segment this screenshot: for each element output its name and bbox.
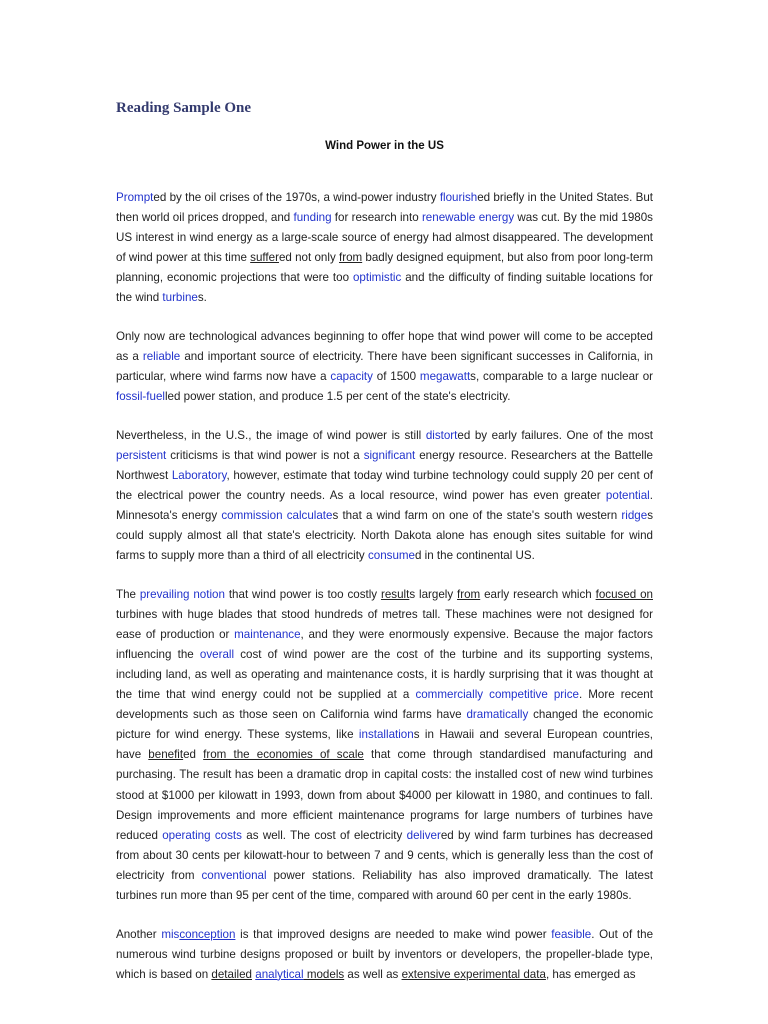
text-run: . Out of the numerous wind turbine designs proposed or built by inventors or developers, the propeller-blade type, which is based on <box>116 927 654 981</box>
keyword-highlight: megawatt <box>419 369 471 383</box>
keyword-highlight: optimistic <box>352 270 402 284</box>
keyword-highlight: funding <box>293 210 332 224</box>
keyword-highlight: mis <box>161 927 180 941</box>
text-run: badly designed equipment, but also from poor long-term planning, economic projections that were too <box>116 250 654 284</box>
keyword-highlight: Prompt <box>116 190 154 204</box>
keyword-highlight: Laboratory <box>171 468 227 482</box>
keyword-highlight: overall <box>199 647 235 661</box>
keyword-highlight: conventional <box>201 868 267 882</box>
text-run: ed <box>183 748 204 762</box>
text-run: cost of wind power are the cost of the turbine and its supporting systems, including land, as well as operating and maintenance costs, it is hardly surprising that it was thought at the time that wind energy could not be supplied at a <box>116 647 653 702</box>
keyword-highlight: potential <box>605 488 650 502</box>
text-run: ed by early failures. One of the most <box>457 428 653 442</box>
paragraph-5 <box>116 925 653 985</box>
article-title: Wind Power in the US <box>325 140 444 152</box>
text-run: changed the economic picture for wind energy. These systems, like <box>116 708 653 742</box>
keyword-highlight: maintenance <box>234 627 301 641</box>
text-run: . Minnesota's energy <box>116 488 653 522</box>
keyword-highlight: prevailing notion <box>139 587 225 601</box>
paragraph-1 <box>116 188 653 309</box>
text-run: s could supply almost all that state's electricity. North Dakota alone has enough sites suitable for wind farms to supply more than a third of all electricity <box>116 508 653 563</box>
text-run: is that improved designs are needed to make wind power <box>235 927 552 941</box>
text-run: of 1500 <box>372 369 420 383</box>
text-run: , and they were enormously expensive. Because the major factors influencing the <box>116 627 653 661</box>
text-run: as well as <box>344 967 402 981</box>
underlined-phrase: detailed <box>211 967 253 981</box>
underlined-phrase: result <box>380 587 410 601</box>
keyword-highlight: calculate <box>286 508 333 522</box>
underlined-phrase: from <box>457 587 481 601</box>
keyword-highlight: commission <box>221 508 283 522</box>
underlined-phrase: focused on <box>595 587 653 601</box>
text-run: energy resource. Researchers at the Battelle Northwest <box>116 448 653 482</box>
keyword-highlight: distort <box>425 428 458 442</box>
text-run: and the difficulty of finding suitable locations for the wind <box>116 270 654 305</box>
keyword-underlined: analytical <box>255 967 304 981</box>
text-run: The <box>116 587 140 601</box>
keyword-highlight: operating costs <box>162 828 242 842</box>
text-run: s in Hawaii and several European countries, have <box>116 728 653 762</box>
keyword-highlight: capacity <box>330 369 373 383</box>
text-run: s that a wind farm on one of the state's south western <box>332 508 622 522</box>
underlined-phrase: from the economies of scale <box>203 748 364 762</box>
keyword-highlight: fossil-fuel <box>116 389 165 403</box>
text-run: ed briefly in the United States. But then world oil prices dropped, and <box>116 190 653 224</box>
keyword-highlight: flourish <box>439 190 478 204</box>
text-run: as well. The cost of electricity <box>241 828 407 842</box>
text-run: and important source of electricity. There have been significant successes in California, in particular, where wind farms now have a <box>116 349 654 383</box>
text-run: ed by wind farm turbines has decreased from about 30 cents per kilowatt-hour to between 7 and 9 cents, which is generally less than the cost of electricity from <box>116 828 653 882</box>
keyword-highlight: persistent <box>116 448 167 462</box>
keyword-highlight: consume <box>367 549 415 563</box>
keyword-highlight: installation <box>358 728 414 742</box>
underlined-phrase: models <box>303 967 345 981</box>
text-run: for research into <box>331 210 422 224</box>
keyword-highlight: ridge <box>621 508 648 522</box>
text-run: criticisms is that wind power is not a <box>166 448 364 462</box>
keyword-highlight: significant <box>363 448 416 462</box>
keyword-highlight: turbine <box>162 291 198 305</box>
keyword-highlight: feasible <box>551 927 592 941</box>
text-run: Another <box>116 927 162 941</box>
keyword-highlight: renewable energy <box>421 210 515 224</box>
text-run: Nevertheless, in the U.S., the image of wind power is still <box>116 428 426 442</box>
text-run: . More recent developments such as those seen on California wind farms have <box>116 688 653 722</box>
text-run: s, comparable to a large nuclear or <box>470 369 654 383</box>
underlined-phrase: from <box>338 250 363 264</box>
text-run: s largely <box>409 587 458 601</box>
text-run: that come through standardised manufacturing and purchasing. The result has been a dramatic drop in capital costs: the installed cost of new wind turbines stood at $1000 per kilowatt in 1993, down from about $4000 per kilowatt in 1980, and continues to fall. Design improvements and more efficient maintenance programs for large numbers of turbines have reduced <box>116 748 653 842</box>
underlined-phrase: suffer <box>250 250 279 264</box>
keyword-highlight: reliable <box>142 349 181 363</box>
text-run: Only now are technological advances beginning to offer hope that wind power will come to be accepted as a <box>116 329 653 363</box>
keyword-highlight: dramatically <box>466 708 529 722</box>
section-heading: Reading Sample One <box>116 100 252 116</box>
text-run: early research which <box>480 587 596 601</box>
text-run: ed by the oil crises of the 1970s, a wind-power industry <box>153 190 440 204</box>
text-run: s. <box>197 291 207 305</box>
underlined-phrase: extensive experimental data <box>401 967 546 981</box>
paragraph-2 <box>116 327 653 407</box>
text-run: turbines with huge blades that stood hundreds of metres tall. These machines were not designed for ease of production or <box>116 607 653 641</box>
text-run: d in the continental US. <box>415 549 535 563</box>
text-run: , has emerged as <box>545 967 636 981</box>
text-run: led power station, and produce 1.5 per cent of the state's electricity. <box>164 389 511 403</box>
underlined-phrase: benefit <box>148 748 184 762</box>
text-run: power stations. Reliability has also improved dramatically. The latest turbines run more than 95 per cent of the time, compared with around 60 per cent in the early 1980s. <box>116 868 653 902</box>
text-run: was cut. By the mid 1980s US interest in wind energy as a large-scale source of energy had almost disappeared. The development of wind power at this time <box>116 210 653 264</box>
text-run: that wind power is too costly <box>224 587 381 601</box>
keyword-highlight: commercially competitive price <box>415 688 579 702</box>
keyword-underlined: conception <box>179 927 236 941</box>
text-run: , however, estimate that today wind turbine technology could supply 20 per cent of the electrical power the country needs. As a local resource, wind power has even greater <box>116 468 653 502</box>
text-run: ed not only <box>278 250 339 264</box>
paragraph-4 <box>116 585 653 907</box>
paragraph-3 <box>116 426 653 567</box>
keyword-highlight: deliver <box>406 828 441 842</box>
